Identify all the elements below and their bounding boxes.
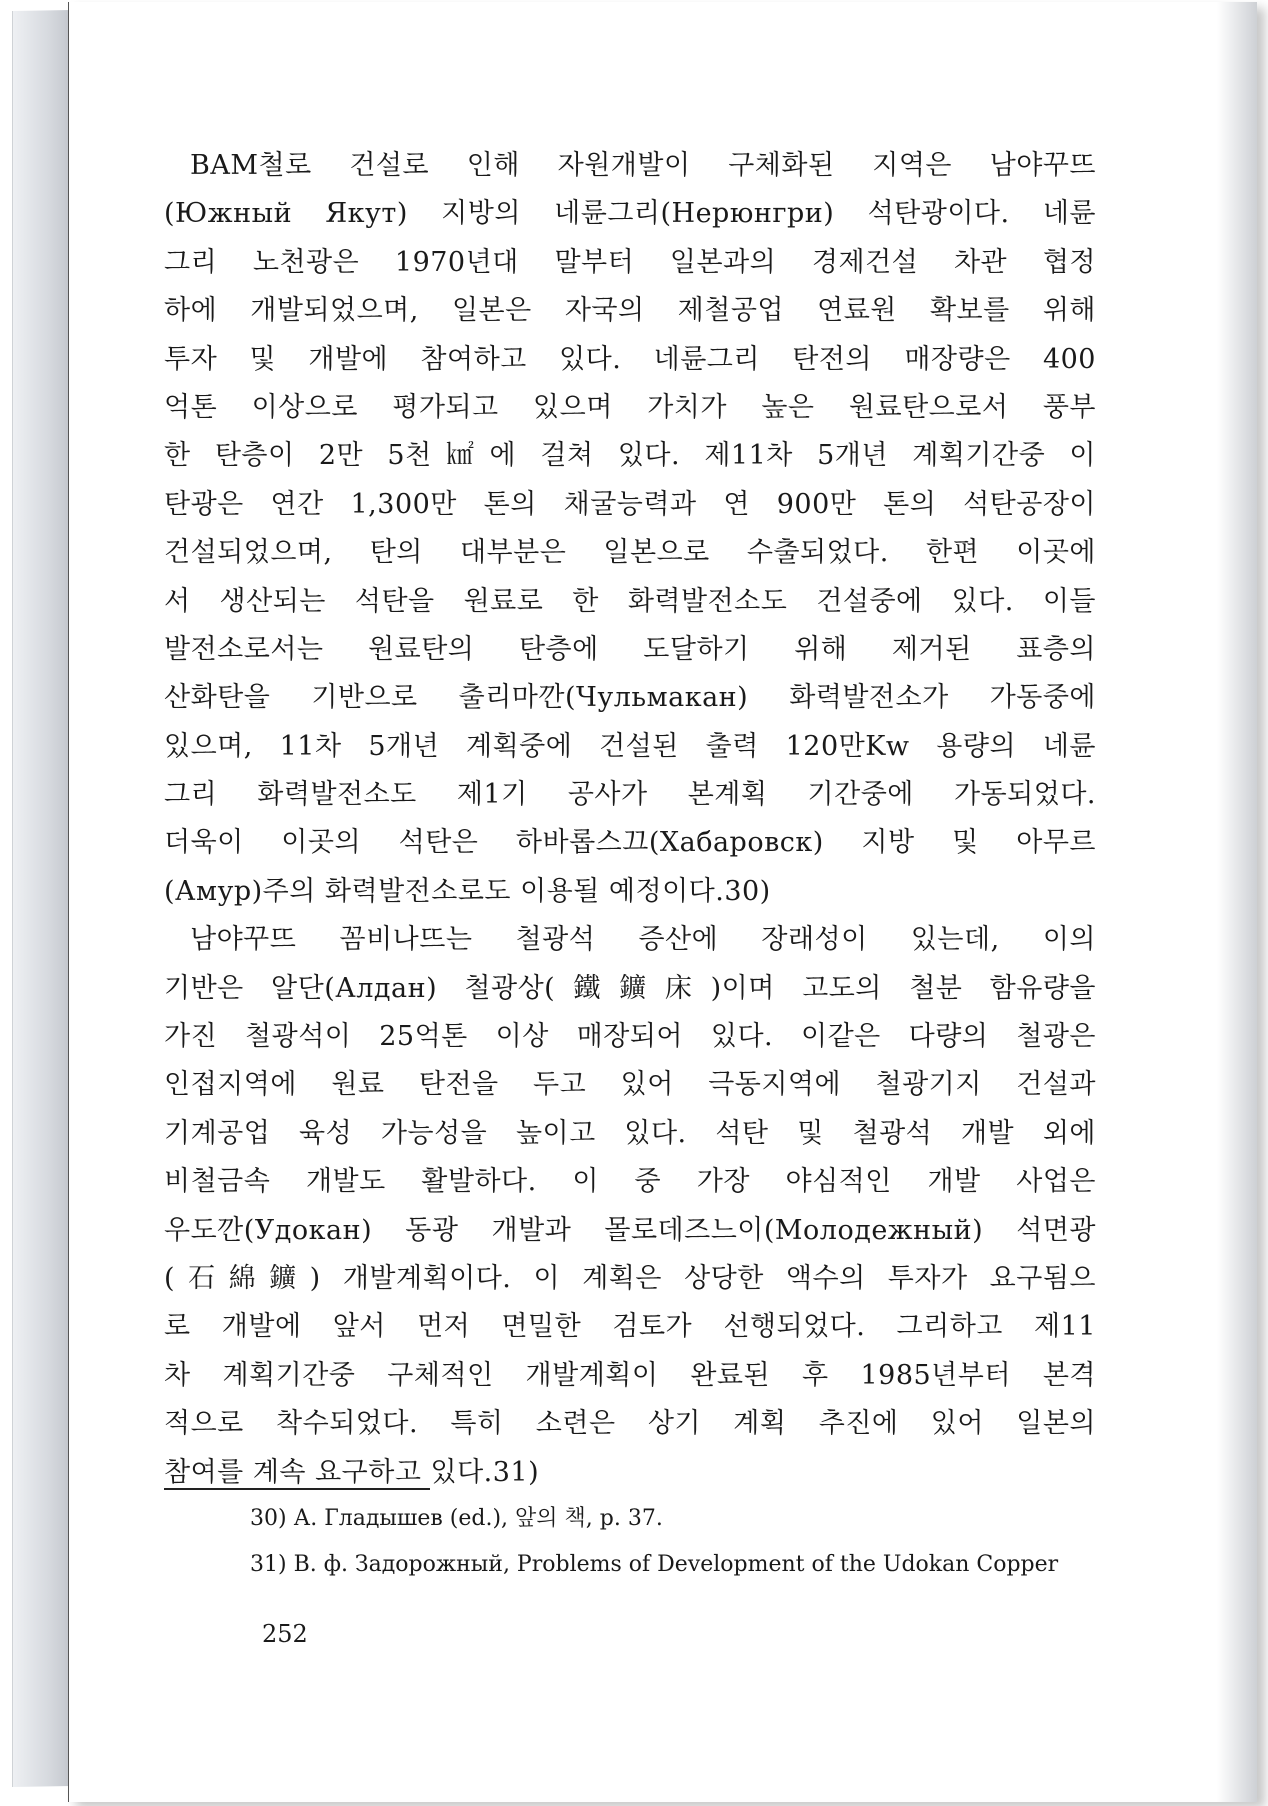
text-line: 억톤 이상으로 평가되고 있으며 가치가 높은 원료탄으로서 풍부 [164, 391, 1096, 423]
text-line: 적으로 착수되었다. 특히 소련은 상기 계획 추진에 있어 일본의 [164, 1408, 1096, 1440]
text-line: 그리 화력발전소도 제1기 공사가 본계획 기간중에 가동되었다. [164, 779, 1096, 811]
text-line: 그리 노천광은 1970년대 말부터 일본과의 경제건설 차관 협정 [164, 246, 1096, 278]
text-line: 건설되었으며, 탄의 대부분은 일본으로 수출되었다. 한편 이곳에 [164, 537, 1096, 569]
page-number: 252 [262, 1620, 308, 1648]
text-line: 비철금속 개발도 활발하다. 이 중 가장 야심적인 개발 사업은 [164, 1166, 1096, 1198]
text-line: 기계공업 육성 가능성을 높이고 있다. 석탄 및 철광석 개발 외에 [164, 1117, 1096, 1149]
text-line: 투자 및 개발에 참여하고 있다. 네륜그리 탄전의 매장량은 400 [164, 343, 1096, 375]
text-line: 가진 철광석이 25억톤 이상 매장되어 있다. 이같은 다량의 철광은 [164, 1021, 1096, 1053]
text-line: 기반은 알단(Алдан) 철광상(鐵鑛床)이며 고도의 철분 함유량을 [164, 972, 1096, 1004]
text-line: 더욱이 이곳의 석탄은 하바롭스끄(Хабаровск) 지방 및 아무르 [164, 827, 1096, 859]
text-line: 우도깐(Удокан) 동광 개발과 몰로데즈느이(Молодежный) 석면광 [164, 1214, 1096, 1246]
text-line: 인접지역에 원료 탄전을 두고 있어 극동지역에 철광기지 건설과 [164, 1069, 1096, 1101]
text-line: 로 개발에 앞서 먼저 면밀한 검토가 선행되었다. 그리하고 제11 [164, 1311, 1096, 1343]
footnote-31: 31) В. ф. Задорожный, Problems of Development of the Udokan Copper [250, 1552, 1059, 1577]
text-line: 하에 개발되었으며, 일본은 자국의 제철공업 연료원 확보를 위해 [164, 295, 1096, 327]
footnote-divider [164, 1488, 430, 1490]
footnote-30: 30) А. Гладышев (ed.), 앞의 책, p. 37. [250, 1506, 663, 1531]
text-line: 참여를 계속 요구하고 있다.31) [164, 1456, 540, 1488]
text-line: 서 생산되는 석탄을 원료로 한 화력발전소도 건설중에 있다. 이들 [164, 585, 1096, 617]
body-text [164, 142, 1096, 1497]
text-line: 산화탄을 기반으로 출리마깐(Чульмакан) 화력발전소가 가동중에 [164, 682, 1096, 714]
text-line: (Амур)주의 화력발전소로도 이용될 예정이다.30) [164, 875, 771, 907]
text-line: BAM철로 건설로 인해 자원개발이 구체화된 지역은 남야꾸뜨 [190, 150, 1096, 181]
text-line: 발전소로서는 원료탄의 탄층에 도달하기 위해 제거된 표층의 [164, 633, 1096, 665]
paragraph-2 [164, 916, 1096, 1497]
text-line: 있으며, 11차 5개년 계획중에 건설된 출력 120만Kw 용량의 네륜 [164, 730, 1096, 762]
text-line: 남야꾸뜨 꼼비나뜨는 철광석 증산에 장래성이 있는데, 이의 [190, 924, 1096, 956]
text-line: 한 탄층이 2만 5천㎢에 걸쳐 있다. 제11차 5개년 계획기간중 이 [164, 440, 1096, 472]
book-spine-edge [12, 10, 71, 1787]
footnotes [250, 1496, 1130, 1588]
paragraph-1 [164, 142, 1096, 916]
text-line: 탄광은 연간 1,300만 톤의 채굴능력과 연 900만 톤의 석탄공장이 [164, 488, 1096, 520]
text-line: (Южный Якут) 지방의 네륜그리(Нерюнгри) 석탄광이다. 네륜 [164, 198, 1096, 230]
text-line: 차 계획기간중 구체적인 개발계획이 완료된 후 1985년부터 본격 [164, 1359, 1096, 1391]
page-shadow [1217, 2, 1257, 1802]
text-line: (石綿鑛) 개발계획이다. 이 계획은 상당한 액수의 투자가 요구됨으 [164, 1262, 1096, 1294]
